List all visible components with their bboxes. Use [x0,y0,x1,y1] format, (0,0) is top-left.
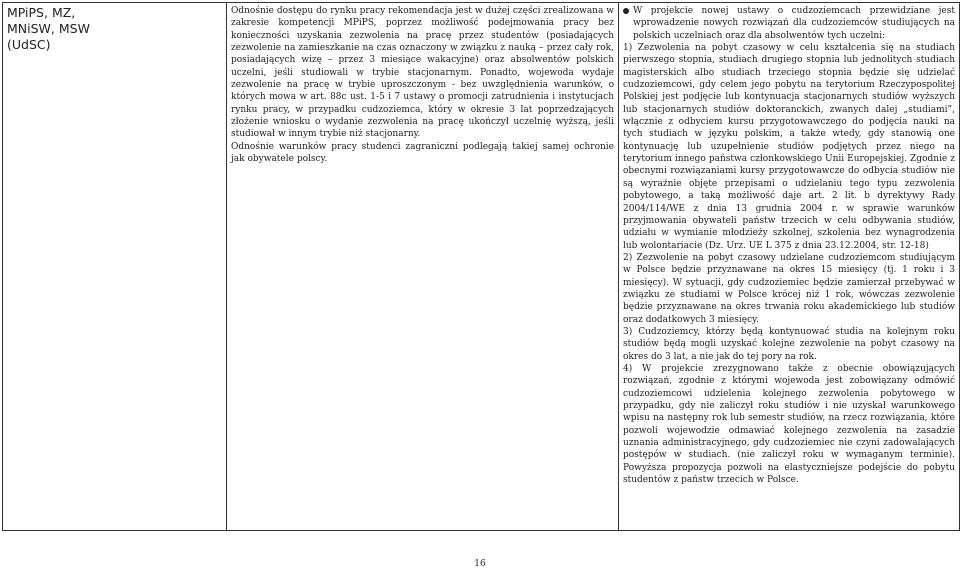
authority-line-3: (UdSC) [7,37,51,52]
solution-point-3: 3) Cudzoziemcy, którzy będą kontynuować studia na kolejnym roku studiów będą mogli uzyskać kolejne zezwolenie na pobyt czasowy na okres do 3 lat, a nie jak do tej pory na rok. [623,326,955,362]
authorities-cell [3,3,227,531]
page-number: 16 [474,559,486,569]
authority-line-1: MPiPS, MZ, [7,5,76,20]
solution-point-1: 1) Zezwolenia na pobyt czasowy w celu kształcenia się na studiach pierwszego stopnia, studiach drugiego stopnia lub jednolitych studiach magisterskich albo studiach trzeciego stopnia będzie się udzielać cudzoziemcowi, gdy celem jego pobytu na terytorium Rzeczypospolitej Polskiej jest podjęcie lub kontynuacja stacjonarnych studiów wyższych lub stacjonarnych studiów doktoranckich, zwanych dalej „studiami”, włącznie z odbyciem kursu przygotowawczego do podjęcia nauki na tych studiach w języku polskim, a także wtedy, gdy stanowią one kontynuację lub uzupełnienie studiów podjętych przez niego na terytorium innego państwa członkowskiego Unii Europejskiej. Zgodnie z obecnymi rozwiązaniami kursy przygotowawcze do odbycia studiów nie są wyraźnie objęte przepisami o udzielaniu tego typu zezwolenia pobytowego, a taką możliwość daje art. 2 lit. b dyrektywy Rady 2004/114/WE z dnia 13 grudnia 2004 r. w sprawie warunków przyjmowania obywateli państw trzecich w celu odbywania studiów, udziału w wymianie młodzieży szkolnej, szkolenia bez wynagrodzenia lub wolontariacie (Dz. Urz. UE L 375 z dnia 23.12.2004, str. 12-18) [623,43,955,251]
solution-point-2: 2) Zezwolenie na pobyt czasowy udzielane cudzoziemcom studiującym w Polsce będzie przyznawane na okres 15 miesięcy (tj. 1 roku i 3 miesięcy). W sytuacji, gdy cudzoziemiec będzie zamierzał przebywać w związku ze studiami w Polsce krócej niż 1 rok, wówczas zezwolenie będzie przyznawane na okres trwania roku akademickiego lub studiów oraz dodatkowych 3 miesięcy. [623,252,955,325]
solutions-intro: W projekcie nowej ustawy o cudzoziemcach przewidziane jest wprowadzenie nowych rozwiązań dla cudzoziemców studiujących na polskich uczelniach oraz dla absolwentów tych uczelni: [623,5,955,42]
authority-line-2: MNiSW, MSW [7,21,90,36]
table-row [3,3,960,531]
bullet-icon [623,8,629,14]
current-status-cell [227,3,619,531]
current-status-paragraph-2: Odnośnie warunków pracy studenci zagraniczni podlegają takiej samej ochronie jak obywatele polscy. [231,141,614,165]
current-status-paragraph-1: Odnośnie dostępu do rynku pracy rekomendacja jest w dużej części zrealizowana w zakresie kompetencji MPiPS, poprzez możliwość podejmowania pracy bez konieczności uzyskania zezwolenia na pracę przez studentów (posiadających zezwolenie na zamieszkanie na czas oznaczony w związku z nauką – przez cały rok, posiadających wizę – przez 3 miesiące wakacyjne) oraz absolwentów polskich uczelni, jeśli studiowali w trybie stacjonarnym. Ponadto, wojewoda wydaje zezwolenie na pracę w trybie uproszczonym - bez uwzględnienia warunków, o których mowa w art. 88c ust. 1-5 i 7 ustawy o promocji zatrudnienia i instytucjach rynku pracy, w przypadku cudzoziemca, który w okresie 3 lat poprzedzających złożenie wniosku o wydanie zezwolenia na pracę ukończył uczelnię wyższą, jeśli studiował w innym trybie niż stacjonarny. [231,6,614,140]
planned-solutions-cell [619,3,960,531]
recommendation-table [2,2,960,531]
solution-point-4: 4) W projekcie zrezygnowano także z obecnie obowiązujących rozwiązań, zgodnie z którymi wojewoda jest zobowiązany odmówić cudzoziemcowi udzielenia kolejnego zezwolenia pobytowego w przypadku, gdy nie zaliczył roku studiów i nie uzyskał warunkowego wpisu na następny rok lub semestr studiów, na rzecz rozwiązania, które pozwoli wojewodzie odmawiać kolejnego zezwolenia na zasadzie uznania administracyjnego, gdy cudzoziemiec nie czyni zadowalających postępów w studiach. (nie zaliczył roku w wymaganym terminie). Powyższa propozycja pozwoli na elastyczniejsze podejście do pobytu studentów z państw trzecich w Polsce. [623,363,955,486]
